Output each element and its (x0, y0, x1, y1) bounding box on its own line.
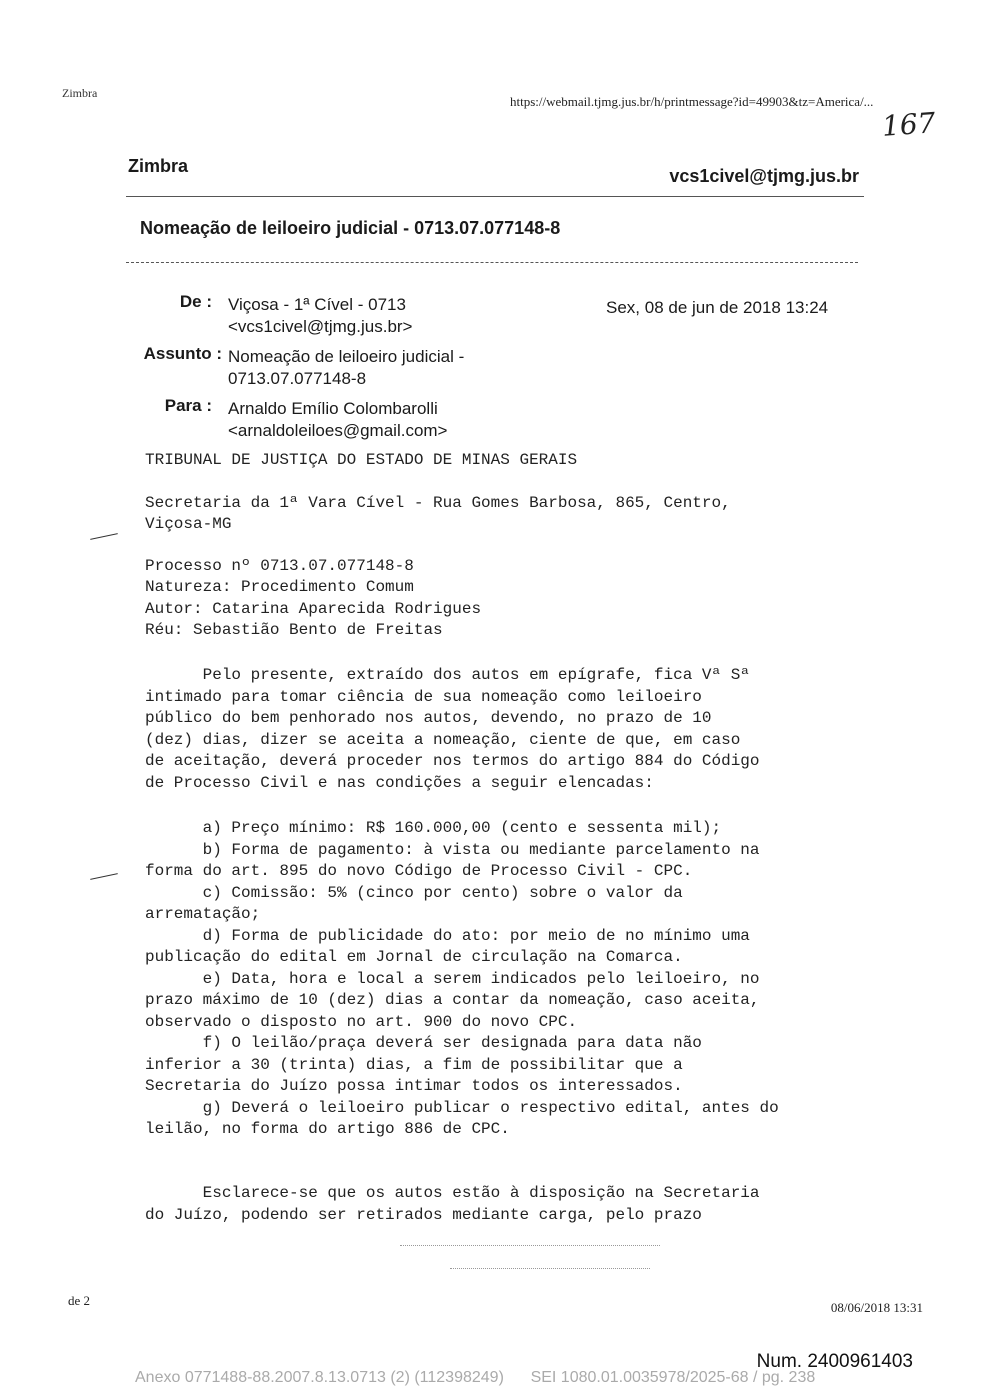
to-label: Para : (164, 396, 212, 415)
condition-line: b) Forma de pagamento: à vista ou mediante parcelamento na (145, 840, 760, 859)
condition-line: g) Deverá o leiloeiro publicar o respectivo edital, antes do (145, 1098, 779, 1117)
from-name: Viçosa - 1ª Cível - 0713 (228, 295, 406, 314)
subject-label: Assunto : (143, 344, 222, 363)
scan-smudge (400, 1245, 660, 1246)
sei-stamp: Anexo 0771488-88.2007.8.13.0713 (2) (112398249) SEI 1080.01.0035978/2025-68 / pg. 238 (135, 1369, 816, 1386)
condition-line: c) Comissão: 5% (cinco por cento) sobre o valor da (145, 883, 683, 902)
processo-number: Processo nº 0713.07.077148-8 (145, 557, 414, 575)
secretaria-line2: Viçosa-MG (145, 515, 232, 533)
from-label: De : (179, 292, 212, 311)
account-email: vcs1civel@tjmg.jus.br (669, 166, 859, 186)
to-name: Arnaldo Emílio Colombarolli (228, 399, 438, 418)
text-line: de aceitação, deverá proceder nos termos do artigo 884 do Código (145, 752, 760, 770)
natureza: Natureza: Procedimento Comum (145, 578, 414, 596)
condition-line: Secretaria do Juízo possa intimar todos os interessados. (145, 1077, 683, 1095)
text-line: Esclarece-se que os autos estão à disposição na Secretaria (145, 1184, 760, 1202)
page-count: de 2 (68, 1293, 91, 1308)
message-date: Sex, 08 de jun de 2018 13:24 (606, 298, 829, 317)
condition-line: forma do art. 895 do novo Código de Processo Civil - CPC. (145, 862, 693, 880)
scan-smudge (450, 1268, 650, 1269)
to-address: <arnaldoleiloes@gmail.com> (228, 421, 448, 440)
intro-paragraph (145, 665, 760, 794)
reu: Réu: Sebastião Bento de Freitas (145, 621, 443, 639)
conditions-list (145, 818, 779, 1141)
print-header-app: Zimbra (62, 86, 98, 100)
text-line: do Juízo, podendo ser retirados mediante carga, pelo prazo (145, 1205, 702, 1224)
header-divider (126, 196, 864, 197)
text-line: intimado para tomar ciência de sua nomeação como leiloeiro (145, 687, 702, 706)
handwritten-page-number: 167 (880, 106, 937, 143)
print-timestamp: 08/06/2018 13:31 (830, 1300, 923, 1315)
condition-line: prazo máximo de 10 (dez) dias a contar da nomeação, caso aceita, (145, 991, 760, 1009)
text-line: (dez) dias, dizer se aceita a nomeação, ciente de que, em caso (145, 730, 741, 749)
condition-line: e) Data, hora e local a serem indicados pelo leiloeiro, no (145, 969, 760, 988)
closing-paragraph (145, 1183, 760, 1226)
text-line: Pelo presente, extraído dos autos em epígrafe, fica Vª Sª (145, 666, 750, 684)
condition-line: f) O leilão/praça deverá ser designada para data não (145, 1034, 702, 1052)
court-name: TRIBUNAL DE JUSTIÇA DO ESTADO DE MINAS GERAIS (145, 451, 578, 469)
from-address: <vcs1civel@tjmg.jus.br> (228, 317, 413, 336)
margin-mark (90, 533, 118, 540)
condition-line: d) Forma de publicidade do ato: por meio de no mínimo uma (145, 926, 750, 945)
autor: Autor: Catarina Aparecida Rodrigues (145, 600, 482, 618)
text-line: de Processo Civil e nas condições a seguir elencadas: (145, 773, 654, 792)
condition-line: leilão, no forma do artigo 886 de CPC. (145, 1120, 510, 1138)
condition-line: arrematação; (145, 905, 261, 923)
condition-line: publicação do edital em Jornal de circulação na Comarca. (145, 948, 683, 966)
subject-value-line1: Nomeação de leiloeiro judicial - (228, 347, 465, 366)
subject-value-line2: 0713.07.077148-8 (228, 369, 367, 388)
document-number: Num. 2400961403 (756, 1351, 913, 1372)
app-title: Zimbra (128, 156, 189, 176)
condition-line: observado o disposto no art. 900 do novo CPC. (145, 1012, 578, 1031)
subject-divider (126, 262, 858, 263)
print-header-url: https://webmail.tjmg.jus.br/h/printmessage?id=49903&tz=America/... (510, 94, 874, 109)
condition-line: inferior a 30 (trinta) dias, a fim de possibilitar que a (145, 1055, 683, 1074)
message-subject-title: Nomeação de leiloeiro judicial - 0713.07.077148-8 (140, 218, 561, 238)
margin-mark (90, 873, 118, 880)
text-line: público do bem penhorado nos autos, devendo, no prazo de 10 (145, 709, 712, 727)
condition-line: a) Preço mínimo: R$ 160.000,00 (cento e sessenta mil); (145, 819, 722, 837)
secretaria-line1: Secretaria da 1ª Vara Cível - Rua Gomes Barbosa, 865, Centro, (145, 494, 731, 512)
